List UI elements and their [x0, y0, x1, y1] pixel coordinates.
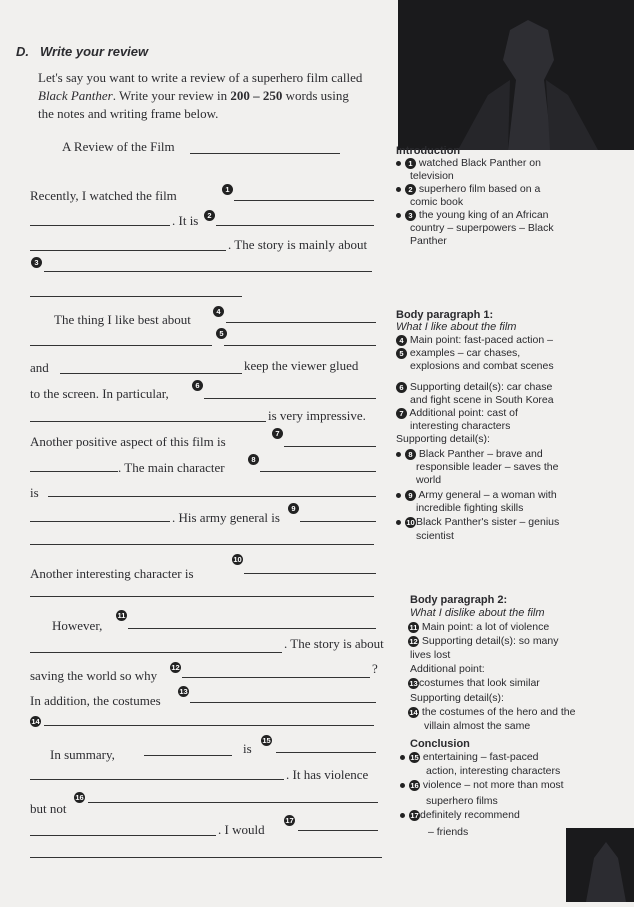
- frame-text: is: [30, 485, 39, 500]
- note-text: scientist: [416, 530, 454, 542]
- note-badge: 10: [406, 517, 415, 527]
- note-badge: 17: [410, 810, 419, 820]
- note-badge: 8: [405, 449, 416, 460]
- note-text: television: [410, 170, 454, 182]
- word-range: 200 – 250: [230, 88, 283, 103]
- note-text: Black Panther's sister – genius: [416, 516, 560, 528]
- blank[interactable]: [30, 835, 216, 836]
- badge-11: 11: [117, 611, 126, 620]
- bullet-icon: [396, 520, 401, 525]
- blank[interactable]: [30, 471, 118, 472]
- badge-17: 17: [285, 816, 294, 825]
- note-badge: 3: [405, 210, 416, 221]
- note-text: the costumes of the hero and the: [421, 706, 576, 718]
- note-item: [408, 706, 575, 718]
- section-label: D.: [16, 44, 29, 59]
- instructions-line-2: [38, 88, 349, 104]
- frame-text: Another positive aspect of this film is: [30, 434, 226, 449]
- blank[interactable]: [30, 345, 212, 346]
- note-item: [396, 516, 559, 528]
- frame-text: . The main character: [118, 460, 225, 475]
- hero-silhouette-icon: [566, 828, 634, 902]
- note-text: action, interesting characters: [426, 765, 561, 777]
- frame-text: . His army general is: [172, 510, 280, 525]
- note-text: world: [416, 474, 442, 486]
- badge-5: 5: [216, 328, 227, 339]
- instructions-text: . Write your review in: [112, 88, 228, 103]
- blank-1[interactable]: [234, 200, 374, 201]
- blank[interactable]: [30, 521, 170, 522]
- blank-16[interactable]: [88, 802, 378, 803]
- note-text: Army general – a woman with: [418, 489, 557, 501]
- badge-9: 9: [288, 503, 299, 514]
- question-mark: ?: [372, 661, 378, 676]
- blank[interactable]: [30, 421, 266, 422]
- badge-15: 15: [262, 736, 271, 745]
- frame-text: . It is: [172, 213, 199, 228]
- note-text: comic book: [410, 196, 464, 208]
- note-badge: 14: [409, 707, 418, 717]
- bullet-icon: [400, 783, 405, 788]
- frame-text: is very impressive.: [268, 408, 366, 423]
- bullet-icon: [396, 213, 401, 218]
- blank-6[interactable]: [204, 398, 376, 399]
- bullet-icon: [400, 755, 405, 760]
- note-item: [396, 407, 518, 419]
- frame-text: to the screen. In particular,: [30, 386, 169, 401]
- blank[interactable]: [30, 296, 242, 297]
- note-item: [396, 334, 553, 346]
- badge-1: 1: [222, 184, 233, 195]
- note-badge: 9: [405, 490, 416, 501]
- note-item: [396, 448, 543, 460]
- note-text: the young king of an African: [418, 209, 549, 221]
- blank-13[interactable]: [190, 702, 376, 703]
- blank-3[interactable]: [44, 271, 372, 272]
- note-item: [408, 621, 549, 633]
- frame-text: In addition, the costumes: [30, 693, 161, 708]
- note-badge: 11: [409, 622, 418, 632]
- instructions-text: words using: [285, 88, 349, 103]
- note-badge: 2: [405, 184, 416, 195]
- blank-9[interactable]: [300, 521, 376, 522]
- note-text: Additional point: cast of: [409, 407, 518, 419]
- note-item: [400, 779, 564, 791]
- note-text: incredible fighting skills: [416, 502, 524, 514]
- note-item: [400, 751, 539, 763]
- note-item: [396, 183, 540, 195]
- frame-text: and: [30, 360, 49, 375]
- note-text: and fight scene in South Korea: [410, 394, 554, 406]
- blank-12[interactable]: [182, 677, 370, 678]
- blank-7[interactable]: [284, 446, 376, 447]
- note-badge: 4: [396, 335, 407, 346]
- note-text: costumes that look similar: [419, 677, 540, 689]
- note-text: Main point: fast-paced action –: [409, 334, 553, 346]
- blank[interactable]: [144, 755, 232, 756]
- body1-subheading: What I like about the film: [396, 321, 517, 333]
- blank[interactable]: [30, 544, 374, 545]
- note-text: – friends: [428, 826, 469, 838]
- note-item: [408, 677, 540, 689]
- note-text: superhero film based on a: [418, 183, 541, 195]
- note-text: Additional point:: [410, 663, 485, 675]
- badge-6: 6: [192, 380, 203, 391]
- note-text: explosions and combat scenes: [410, 360, 554, 372]
- black-panther-photo: [398, 0, 634, 150]
- instructions-line-3: the notes and writing frame below.: [38, 106, 219, 121]
- note-text: villain almost the same: [424, 720, 531, 732]
- note-item: [408, 635, 559, 647]
- blank-15[interactable]: [276, 752, 376, 753]
- frame-text: keep the viewer glued: [244, 358, 359, 373]
- note-item: [396, 489, 557, 501]
- bullet-icon: [396, 187, 401, 192]
- film-name: Black Panther: [38, 88, 113, 103]
- note-item: [396, 157, 541, 169]
- badge-2: 2: [204, 210, 215, 221]
- blank-8[interactable]: [260, 471, 376, 472]
- frame-text: . The story is about: [284, 636, 384, 651]
- note-text: Panther: [410, 235, 447, 247]
- body2-heading: Body paragraph 2:: [410, 594, 508, 606]
- frame-text: is: [243, 741, 252, 756]
- blank[interactable]: [30, 779, 284, 780]
- note-text: Supporting detail(s): so many: [421, 635, 559, 647]
- hero-silhouette-icon: [398, 0, 634, 150]
- frame-text: but not: [30, 801, 67, 816]
- body1-heading: Body paragraph 1:: [396, 309, 494, 321]
- frame-text: . The story is mainly about: [228, 237, 368, 252]
- black-panther-photo-small: [566, 828, 634, 902]
- badge-12: 12: [171, 663, 180, 672]
- note-text: interesting characters: [410, 420, 511, 432]
- note-text: watched Black Panther on: [418, 157, 541, 169]
- note-item: [396, 347, 520, 359]
- note-text: lives lost: [410, 649, 451, 661]
- note-text: country – superpowers – Black: [410, 222, 554, 234]
- blank[interactable]: [30, 652, 282, 653]
- note-text: definitely recommend: [420, 809, 520, 821]
- blank[interactable]: [60, 373, 242, 374]
- note-text: responsible leader – saves the: [416, 461, 559, 473]
- note-item: [396, 381, 552, 393]
- note-text: Supporting detail(s):: [410, 692, 504, 704]
- title-blank[interactable]: [190, 153, 340, 154]
- note-badge: 13: [409, 678, 418, 688]
- badge-4: 4: [213, 306, 224, 317]
- frame-text: The thing I like best about: [54, 312, 191, 327]
- frame-title: A Review of the Film: [62, 139, 175, 154]
- note-badge: 7: [396, 408, 407, 419]
- frame-text: Another interesting character is: [30, 566, 194, 581]
- note-text: Main point: a lot of violence: [421, 621, 550, 633]
- section-title: Write your review: [40, 44, 149, 59]
- blank[interactable]: [30, 857, 382, 858]
- bullet-icon: [400, 813, 405, 818]
- note-badge: 15: [410, 752, 419, 762]
- badge-7: 7: [272, 428, 283, 439]
- note-text: superhero films: [426, 795, 498, 807]
- frame-text: However,: [52, 618, 103, 633]
- intro-heading: Introduction: [396, 145, 461, 157]
- blank-17[interactable]: [298, 830, 378, 831]
- note-badge: 6: [396, 382, 407, 393]
- badge-16: 16: [75, 793, 84, 802]
- note-text: examples – car chases,: [409, 347, 521, 359]
- blank-11[interactable]: [128, 628, 376, 629]
- badge-8: 8: [248, 454, 259, 465]
- note-text: Supporting detail(s): car chase: [409, 381, 553, 393]
- instructions-line-1: Let's say you want to write a review of a superhero film called: [38, 70, 363, 85]
- note-item: [396, 209, 549, 221]
- blank-2[interactable]: [216, 225, 374, 226]
- note-badge: 1: [405, 158, 416, 169]
- bullet-icon: [396, 161, 401, 166]
- blank[interactable]: [30, 596, 374, 597]
- blank-10[interactable]: [244, 573, 376, 574]
- note-text: entertaining – fast-paced: [422, 751, 539, 763]
- frame-text: saving the world so why: [30, 668, 158, 683]
- bullet-icon: [396, 452, 401, 457]
- note-text: violence – not more than most: [422, 779, 564, 791]
- badge-14: 14: [31, 717, 40, 726]
- note-badge: 5: [396, 348, 407, 359]
- note-text: Black Panther – brave and: [418, 448, 543, 460]
- blank-4[interactable]: [226, 322, 376, 323]
- frame-text: In summary,: [50, 747, 115, 762]
- frame-text: . I would: [218, 822, 265, 837]
- bullet-icon: [396, 493, 401, 498]
- body2-subheading: What I dislike about the film: [410, 607, 545, 619]
- blank[interactable]: [48, 496, 376, 497]
- note-badge: 16: [410, 780, 419, 790]
- badge-10: 10: [233, 555, 242, 564]
- badge-13: 13: [179, 687, 188, 696]
- note-text: Supporting detail(s):: [396, 433, 490, 445]
- badge-3: 3: [31, 257, 42, 268]
- conclusion-heading: Conclusion: [410, 738, 470, 750]
- note-item: [400, 809, 520, 821]
- frame-text: Recently, I watched the film: [30, 188, 177, 203]
- note-badge: 12: [409, 636, 418, 646]
- blank[interactable]: [30, 250, 226, 251]
- blank-5[interactable]: [224, 345, 376, 346]
- blank[interactable]: [30, 225, 170, 226]
- frame-text: . It has violence: [286, 767, 369, 782]
- blank-14[interactable]: [44, 725, 374, 726]
